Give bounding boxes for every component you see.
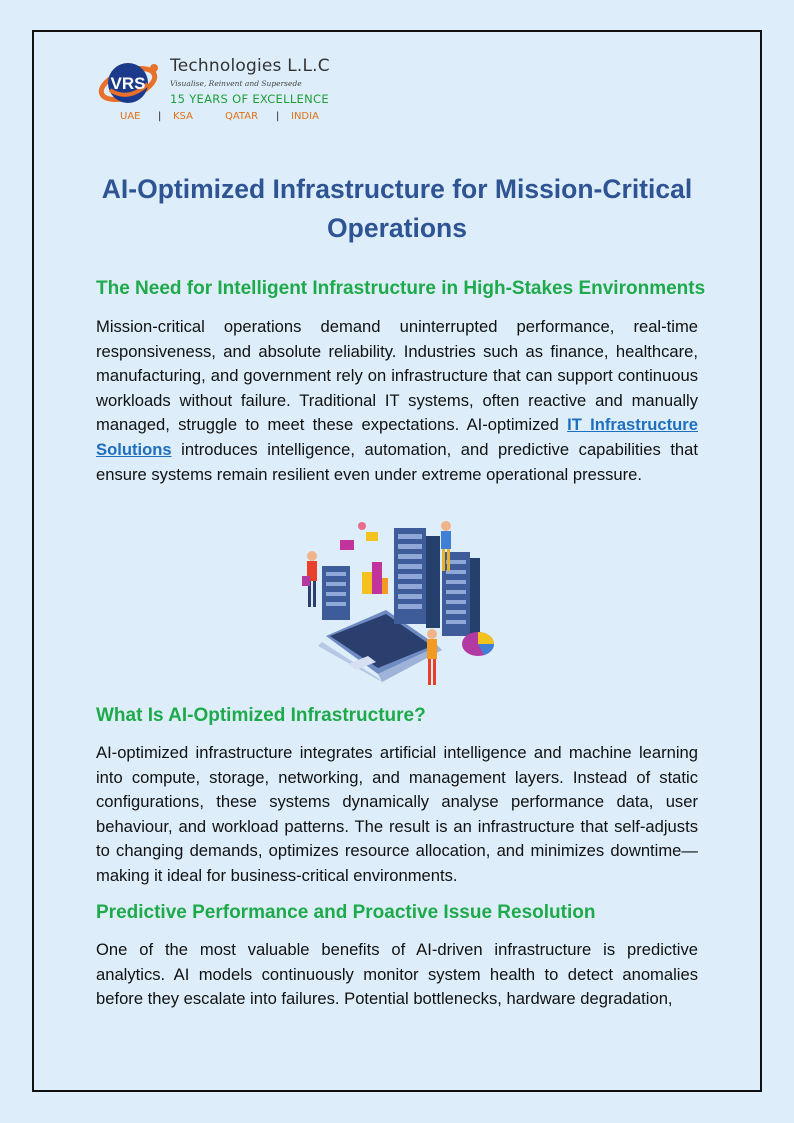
body-text: Mission-critical operations demand uninterrupted performance, real-time responsiveness, and absolute reliability. Industries such as finance, healthcare, manufacturing, and government rely on infrastructure that can support continuous workloads without failure. Traditional IT systems, often reactive and manually managed, struggle to meet these expectations. AI-optimized	[96, 317, 698, 435]
pie-chart-icon	[462, 632, 494, 656]
region-separator: |	[158, 111, 162, 122]
globe-logo-icon	[98, 54, 170, 114]
person-icon	[302, 551, 317, 607]
company-logo	[98, 52, 343, 130]
section-body	[96, 315, 698, 487]
it-infrastructure-link[interactable]: IT Infrastructure Solutions	[96, 415, 698, 459]
body-text: introduces intelligence, automation, and predictive capabilities that ensure systems remain resilient even under extreme operational pressure.	[96, 439, 698, 484]
section-body: One of the most valuable benefits of AI-driven infrastructure is predictive analytics. AI models continuously monitor system health to detect anomalies before they escalate into failures. Potential bottlenecks, hardware degradation,	[96, 940, 698, 1009]
region-qatar: QATAR	[225, 111, 259, 122]
years-badge: 15 YEARS OF EXCELLENCE	[170, 92, 329, 106]
section-heading: Predictive Performance and Proactive Issue Resolution	[96, 902, 596, 923]
infrastructure-illustration	[298, 518, 498, 694]
region-ksa: KSA	[173, 111, 193, 122]
region-uae: UAE	[120, 111, 141, 122]
location-pin-icon	[358, 522, 366, 530]
chat-bubble-icon	[340, 540, 354, 550]
region-separator: |	[276, 111, 280, 122]
person-icon	[427, 629, 437, 685]
section-heading: The Need for Intelligent Infrastructure in High-Stakes Environments	[96, 278, 706, 299]
section-body: AI-optimized infrastructure integrates artificial intelligence and machine learning into compute, storage, networking, and management layers. Instead of static configurations, these systems dynamically analyse performance data, user behaviour, and workload patterns. The result is an infrastructure that self-adjusts to changing demands, optimizes resource allocation, and minimizes downtime—making it ideal for business-critical environments.	[96, 743, 698, 885]
section-heading: What Is AI-Optimized Infrastructure?	[96, 705, 426, 726]
bar-chart-icon	[362, 562, 388, 594]
page-title: AI-Optimized Infrastructure for Mission-Critical Operations	[101, 174, 693, 243]
region-india: INDIA	[291, 111, 319, 122]
company-tagline: Visualise, Reinvent and Supersede	[170, 79, 302, 88]
mail-icon	[366, 532, 378, 541]
company-name: Technologies L.L.C	[170, 56, 330, 76]
logo-monogram: VRS	[110, 74, 146, 93]
